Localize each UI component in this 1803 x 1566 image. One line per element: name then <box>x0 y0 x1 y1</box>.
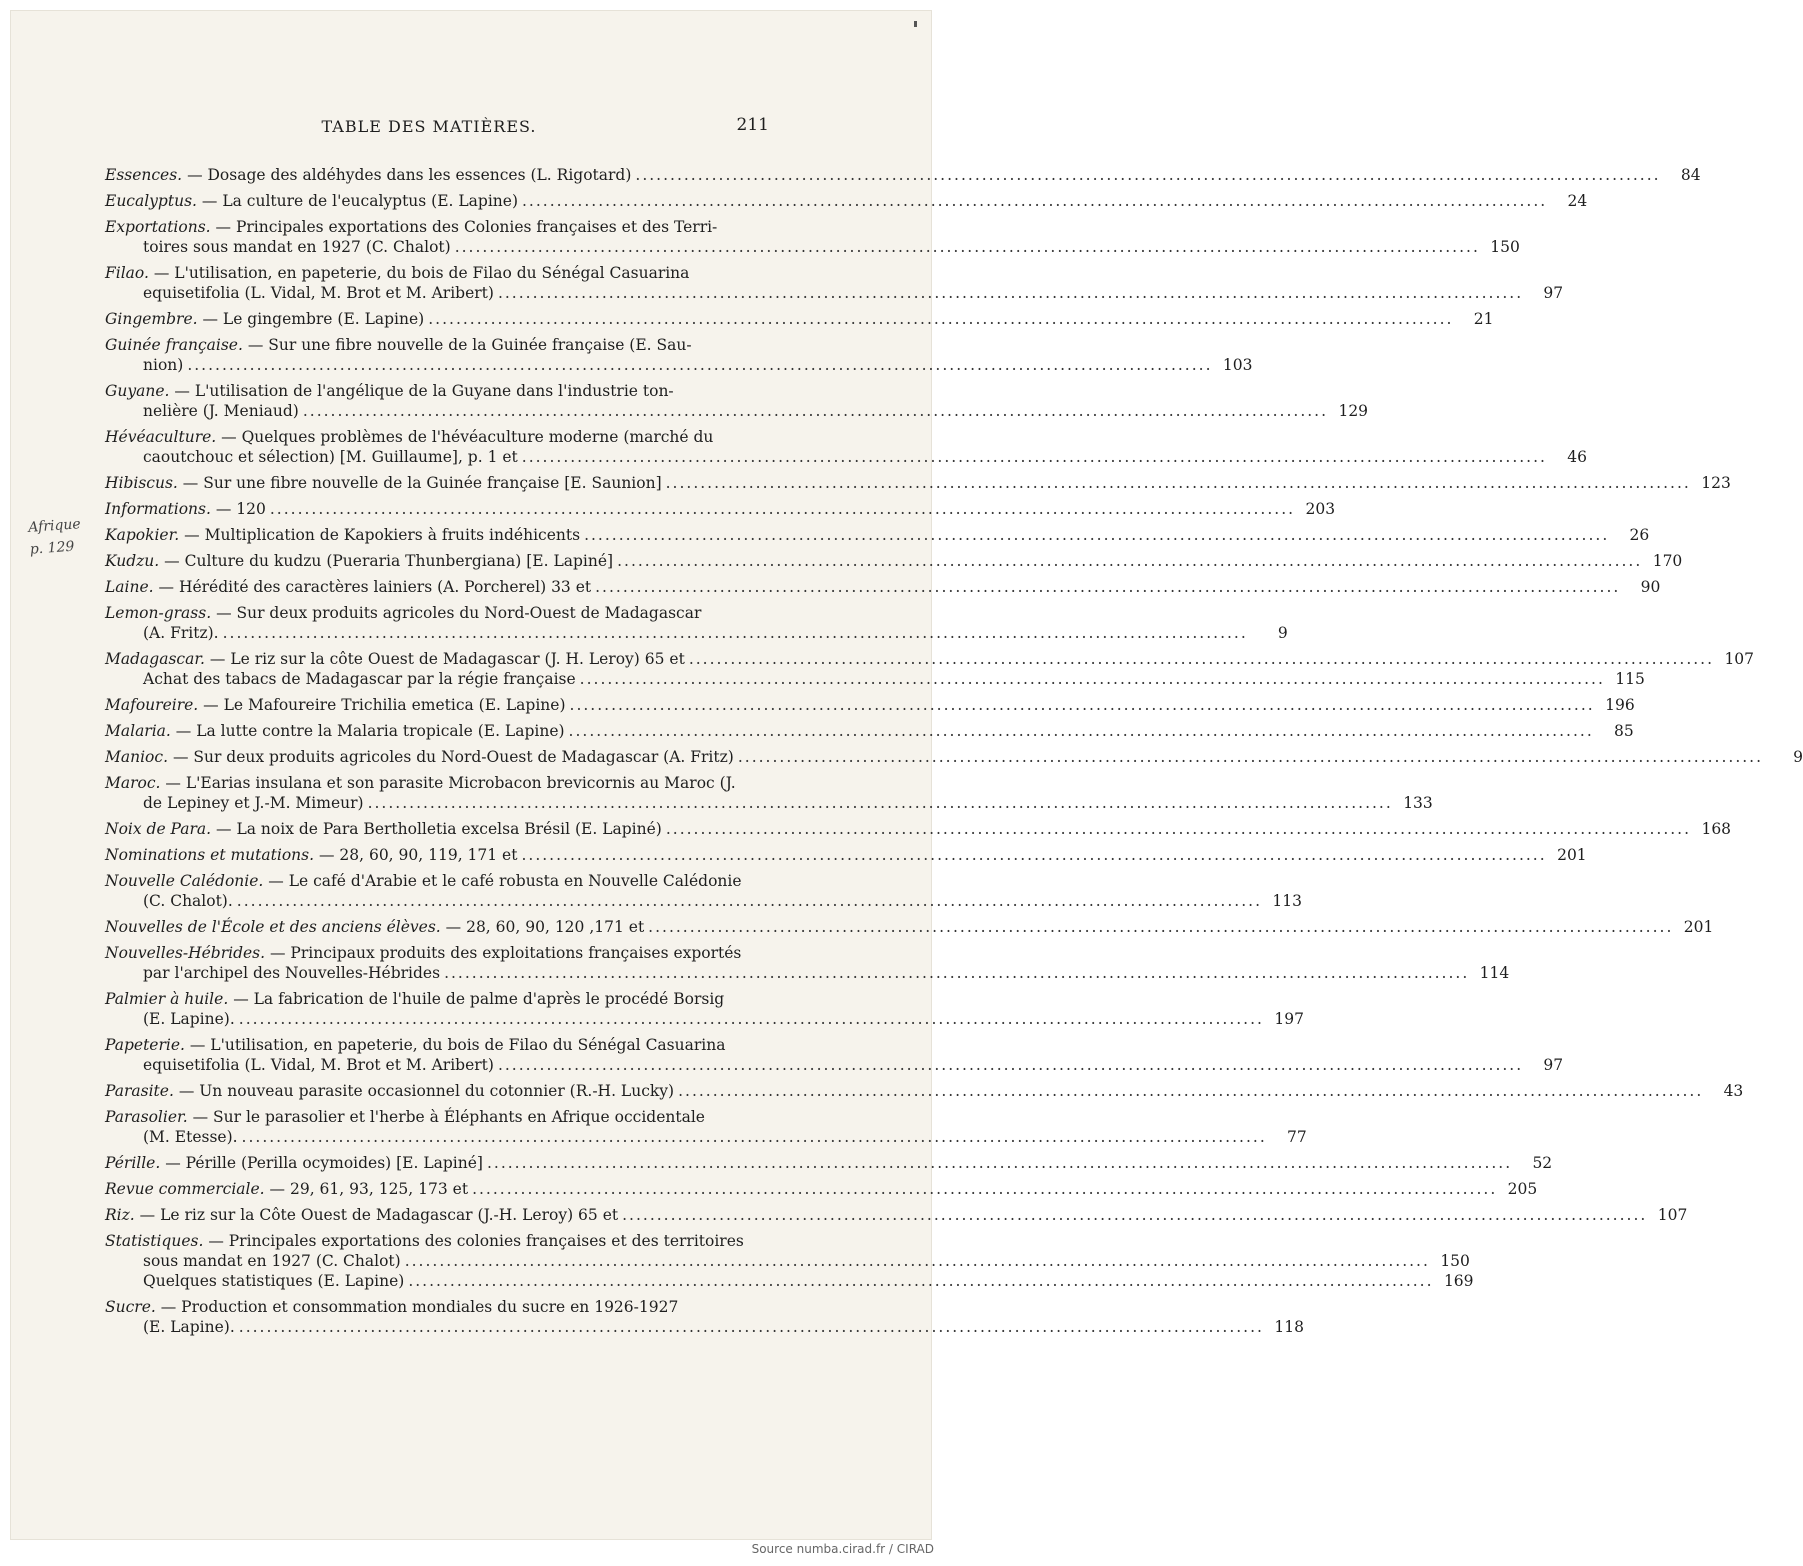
toc-description: nelière (J. Meniaud) <box>143 402 299 420</box>
toc-page-number: 46 <box>1567 448 1587 466</box>
toc-description: nion) <box>143 356 184 374</box>
dot-leader <box>666 473 1691 493</box>
toc-page-number: 24 <box>1567 192 1588 210</box>
toc-description: — Quelques problèmes de l'hévéaculture moderne (marché du <box>221 428 714 446</box>
toc-page-number: 118 <box>1274 1318 1304 1336</box>
toc-line-text <box>105 695 566 715</box>
toc-line <box>105 669 1645 689</box>
toc-keyword: Mafoureire. <box>105 696 199 714</box>
toc-page-number: 203 <box>1305 500 1336 518</box>
toc-entry <box>105 819 1732 839</box>
toc-line-text <box>105 943 741 963</box>
toc-line <box>105 989 763 1009</box>
toc-line <box>105 623 1288 643</box>
dot-leader <box>498 283 1523 303</box>
toc-entry <box>105 845 1587 865</box>
toc-keyword: Exportations. <box>105 218 211 236</box>
toc-line <box>105 1231 763 1251</box>
dot-leader <box>617 551 1642 571</box>
toc-line-text <box>105 603 701 623</box>
toc-description: — Sur une fibre nouvelle de la Guinée française [E. Saunion] <box>182 474 662 492</box>
toc-entry <box>105 1153 1553 1173</box>
toc-keyword: Palmier à huile. <box>105 990 229 1008</box>
toc-page-number: 150 <box>1440 1252 1470 1270</box>
toc-description: — Pérille (Perilla ocymoides) [E. Lapiné] <box>165 1154 483 1172</box>
toc-line-text <box>105 1231 744 1251</box>
toc-page-number: 150 <box>1490 238 1520 256</box>
toc-line-text <box>105 1205 618 1225</box>
toc-keyword: Parasite. <box>105 1082 174 1100</box>
page-sheet <box>10 10 1803 1540</box>
toc-description: equisetifolia (L. Vidal, M. Brot et M. Aribert) <box>143 1056 494 1074</box>
toc-description: — Dosage des aldéhydes dans les essences (L. Rigotard) <box>187 166 632 184</box>
page-number: 211 <box>736 115 769 135</box>
toc-description: — Culture du kudzu (Pueraria Thunbergiana) [E. Lapiné] <box>164 552 614 570</box>
toc-line-text <box>105 525 580 545</box>
toc-line-text <box>143 237 451 257</box>
toc-description: — Le café d'Arabie et le café robusta en Nouvelle Calédonie <box>268 872 742 890</box>
toc-entry <box>105 525 1650 545</box>
toc-line-text <box>105 263 689 283</box>
toc-entry <box>105 499 1336 519</box>
toc-keyword: Informations. <box>105 500 211 518</box>
toc-line-text <box>143 1251 401 1271</box>
toc-line-text <box>143 1055 494 1075</box>
dot-leader <box>738 747 1763 767</box>
table-of-contents <box>105 165 1803 1343</box>
toc-entry <box>105 1205 1688 1225</box>
toc-keyword: Hévéaculture. <box>105 428 217 446</box>
toc-line <box>105 695 1635 715</box>
toc-line <box>105 551 1683 571</box>
toc-line-text <box>105 1153 483 1173</box>
toc-line <box>105 525 1650 545</box>
toc-line <box>105 577 1661 597</box>
toc-description: — La noix de Para Bertholletia excelsa Brésil (E. Lapiné) <box>216 820 662 838</box>
toc-line-text <box>143 1127 238 1147</box>
toc-keyword: Pérille. <box>105 1154 161 1172</box>
toc-line-text <box>143 355 183 375</box>
dot-leader <box>569 721 1594 741</box>
toc-description: (A. Fritz). <box>143 624 219 642</box>
toc-keyword: Statistiques. <box>105 1232 204 1250</box>
dot-leader <box>595 577 1620 597</box>
toc-keyword: Laine. <box>105 578 154 596</box>
dot-leader <box>187 355 1212 375</box>
toc-line-text <box>143 963 440 983</box>
toc-page-number: 97 <box>1543 284 1564 302</box>
toc-page-number: 196 <box>1605 696 1635 714</box>
toc-line <box>105 1107 763 1127</box>
toc-description: (M. Etesse). <box>143 1128 238 1146</box>
toc-keyword: Sucre. <box>105 1298 156 1316</box>
toc-entry <box>105 427 1587 467</box>
toc-description: — La fabrication de l'huile de palme d'après le procédé Borsig <box>233 990 725 1008</box>
toc-line-text <box>105 819 662 839</box>
toc-line <box>105 309 1494 329</box>
toc-line <box>105 1297 763 1317</box>
toc-keyword: Riz. <box>105 1206 135 1224</box>
toc-line-text <box>143 401 299 421</box>
toc-entry <box>105 263 1564 303</box>
toc-line-text <box>105 1179 468 1199</box>
dot-leader <box>580 669 1605 689</box>
toc-page-number: 107 <box>1657 1206 1688 1224</box>
toc-line <box>105 963 1510 983</box>
toc-page-number: 113 <box>1272 892 1302 910</box>
dot-leader <box>303 401 1328 421</box>
toc-entry <box>105 943 1510 983</box>
toc-description: — 28, 60, 90, 119, 171 et <box>318 846 518 864</box>
toc-description: — Sur une fibre nouvelle de la Guinée française (E. Sau- <box>247 336 692 354</box>
toc-description: (E. Lapine). <box>143 1318 235 1336</box>
toc-keyword: Revue commerciale. <box>105 1180 265 1198</box>
toc-line <box>105 165 1701 185</box>
toc-description: — 29, 61, 93, 125, 173 et <box>269 1180 469 1198</box>
toc-description: — Production et consommation mondiales du sucre en 1926-1927 <box>160 1298 679 1316</box>
toc-page-number: 201 <box>1557 846 1587 864</box>
toc-line-text <box>105 577 591 597</box>
toc-keyword: Nouvelles-Hébrides. <box>105 944 266 962</box>
toc-keyword: Noix de Para. <box>105 820 212 838</box>
toc-description: — Multiplication de Kapokiers à fruits indéhicents <box>184 526 581 544</box>
toc-line-text <box>143 623 219 643</box>
toc-keyword: Gingembre. <box>105 310 198 328</box>
toc-line-text <box>143 793 364 813</box>
toc-line <box>105 871 763 891</box>
dot-leader <box>570 695 1595 715</box>
toc-entry <box>105 191 1588 211</box>
toc-description: toires sous mandat en 1927 (C. Chalot) <box>143 238 451 256</box>
toc-description: equisetifolia (L. Vidal, M. Brot et M. Aribert) <box>143 284 494 302</box>
toc-line <box>105 747 1803 767</box>
dot-leader <box>472 1179 1497 1199</box>
toc-line <box>105 773 763 793</box>
toc-description: — Le riz sur la côte Ouest de Madagascar (J. H. Leroy) 65 et <box>209 650 685 668</box>
toc-line-text <box>105 721 565 741</box>
toc-line <box>105 427 763 447</box>
toc-description: sous mandat en 1927 (C. Chalot) <box>143 1252 401 1270</box>
toc-description: — Principales exportations des Colonies françaises et des Terri- <box>215 218 718 236</box>
toc-line-text <box>105 165 631 185</box>
toc-line <box>105 217 763 237</box>
toc-description: — Un nouveau parasite occasionnel du cotonnier (R.-H. Lucky) <box>178 1082 675 1100</box>
toc-line-text <box>143 447 518 467</box>
toc-page-number: 107 <box>1724 650 1755 668</box>
toc-page-number: 85 <box>1614 722 1634 740</box>
toc-line <box>105 263 763 283</box>
toc-line <box>105 355 1253 375</box>
toc-keyword: Kapokier. <box>105 526 180 544</box>
toc-line-text <box>105 871 742 891</box>
toc-line-text <box>105 917 644 937</box>
toc-keyword: Nominations et mutations. <box>105 846 315 864</box>
toc-entry <box>105 747 1803 767</box>
dot-leader <box>622 1205 1647 1225</box>
toc-description: par l'archipel des Nouvelles-Hébrides <box>143 964 441 982</box>
toc-entry <box>105 335 1253 375</box>
toc-line <box>105 191 1588 211</box>
dot-leader <box>239 1317 1264 1337</box>
toc-entry <box>105 871 1302 911</box>
toc-line-text <box>105 473 662 493</box>
toc-entry <box>105 917 1714 937</box>
toc-page-number: 169 <box>1443 1272 1474 1290</box>
toc-line-text <box>143 1317 235 1337</box>
toc-entry <box>105 989 1304 1029</box>
toc-line <box>105 917 1714 937</box>
corner-mark <box>914 21 917 27</box>
toc-entry <box>105 1297 1304 1337</box>
toc-keyword: Nouvelles de l'École et des anciens élèves. <box>105 918 441 936</box>
toc-line <box>105 603 763 623</box>
toc-line <box>105 401 1369 421</box>
toc-entry <box>105 1081 1744 1101</box>
dot-leader <box>405 1251 1430 1271</box>
toc-keyword: Eucalyptus. <box>105 192 197 210</box>
toc-page-number: 84 <box>1680 166 1701 184</box>
toc-entry <box>105 165 1701 185</box>
toc-description: de Lepiney et J.-M. Mimeur) <box>143 794 364 812</box>
toc-keyword: Madagascar. <box>105 650 205 668</box>
toc-line-text <box>143 283 494 303</box>
dot-leader <box>635 165 1660 185</box>
toc-line <box>105 943 763 963</box>
dot-leader <box>242 1127 1267 1147</box>
toc-description: — L'Earias insulana et son parasite Microbacon brevicornis au Maroc (J. <box>165 774 736 792</box>
toc-line <box>105 1153 1553 1173</box>
toc-page-number: 115 <box>1615 670 1645 688</box>
toc-description: — Le gingembre (E. Lapine) <box>202 310 425 328</box>
toc-description: — Hérédité des caractères lainiers (A. Porcherel) 33 et <box>158 578 592 596</box>
toc-line <box>105 1035 763 1055</box>
toc-page-number: 90 <box>1640 578 1661 596</box>
toc-keyword: Lemon-grass. <box>105 604 212 622</box>
toc-description: Quelques statistiques (E. Lapine) <box>143 1272 405 1290</box>
toc-entry <box>105 603 1288 643</box>
dot-leader <box>368 793 1393 813</box>
toc-description: — Sur deux produits agricoles du Nord-Ouest de Madagascar (A. Fritz) <box>172 748 734 766</box>
margin-note-line: p. 129 <box>29 538 75 558</box>
toc-description: caoutchouc et sélection) [M. Guillaume], p. 1 et <box>143 448 518 466</box>
toc-line <box>105 335 763 355</box>
toc-line <box>105 381 763 401</box>
dot-leader <box>521 845 1546 865</box>
toc-keyword: Kudzu. <box>105 552 160 570</box>
dot-leader <box>239 1009 1264 1029</box>
dot-leader <box>223 623 1248 643</box>
toc-entry <box>105 381 1369 421</box>
toc-line-text <box>105 845 517 865</box>
toc-description: — 120 <box>215 500 266 518</box>
toc-entry <box>105 217 1520 257</box>
toc-line-text <box>105 989 724 1009</box>
toc-line-text <box>105 747 734 767</box>
toc-page-number: 114 <box>1479 964 1510 982</box>
toc-description: — Le riz sur la Côte Ouest de Madagascar (J.-H. Leroy) 65 et <box>139 1206 619 1224</box>
toc-page-number: 197 <box>1274 1010 1304 1028</box>
toc-line <box>105 845 1587 865</box>
toc-line <box>105 1251 1470 1271</box>
toc-line-text <box>143 1271 404 1291</box>
toc-description: — 28, 60, 90, 120 ,171 et <box>445 918 645 936</box>
dot-leader <box>666 819 1691 839</box>
dot-leader <box>455 237 1480 257</box>
page-header <box>89 117 769 145</box>
toc-line <box>105 237 1520 257</box>
toc-description: — L'utilisation, en papeterie, du bois de Filao du Sénégal Casuarina <box>189 1036 726 1054</box>
toc-keyword: Nouvelle Calédonie. <box>105 872 264 890</box>
toc-line-text <box>105 217 717 237</box>
toc-line-text <box>105 427 713 447</box>
toc-description: — La lutte contre la Malaria tropicale (E. Lapine) <box>175 722 565 740</box>
dot-leader <box>522 191 1547 211</box>
toc-line-text <box>105 381 674 401</box>
toc-line <box>105 819 1732 839</box>
toc-entry <box>105 695 1635 715</box>
handwritten-margin-note <box>28 513 83 561</box>
toc-line <box>105 283 1564 303</box>
toc-line-text <box>105 335 692 355</box>
toc-entry <box>105 649 1755 689</box>
dot-leader <box>487 1153 1512 1173</box>
dot-leader <box>689 649 1714 669</box>
dot-leader <box>678 1081 1703 1101</box>
toc-line-text <box>105 309 424 329</box>
dot-leader <box>648 917 1673 937</box>
dot-leader <box>444 963 1469 983</box>
toc-entry <box>105 1179 1538 1199</box>
toc-entry <box>105 551 1683 571</box>
toc-line <box>105 1205 1688 1225</box>
toc-page-number: 205 <box>1507 1180 1538 1198</box>
toc-description: — L'utilisation, en papeterie, du bois de Filao du Sénégal Casuarina <box>153 264 690 282</box>
toc-keyword: Parasolier. <box>105 1108 188 1126</box>
toc-page-number: 21 <box>1473 310 1494 328</box>
toc-entry <box>105 1107 1307 1147</box>
dot-leader <box>584 525 1609 545</box>
toc-description: Achat des tabacs de Madagascar par la régie française <box>143 670 576 688</box>
dot-leader <box>270 499 1295 519</box>
toc-line <box>105 1081 1744 1101</box>
toc-line <box>105 793 1433 813</box>
toc-line <box>105 1127 1307 1147</box>
toc-keyword: Hibiscus. <box>105 474 178 492</box>
toc-keyword: Manioc. <box>105 748 168 766</box>
toc-description: (C. Chalot). <box>143 892 233 910</box>
toc-description: — La culture de l'eucalyptus (E. Lapine) <box>201 192 518 210</box>
dot-leader <box>498 1055 1523 1075</box>
toc-keyword: Essences. <box>105 166 183 184</box>
toc-page-number: 129 <box>1338 402 1369 420</box>
toc-page-number: 201 <box>1683 918 1714 936</box>
page-title: TABLE DES MATIÈRES. <box>321 117 537 136</box>
toc-line-text <box>143 1009 235 1029</box>
toc-page-number: 52 <box>1532 1154 1553 1172</box>
toc-line-text <box>105 1297 678 1317</box>
toc-line-text <box>105 649 685 669</box>
toc-entry <box>105 577 1661 597</box>
toc-line <box>105 1271 1474 1291</box>
toc-line <box>105 499 1336 519</box>
toc-description: — Sur deux produits agricoles du Nord-Ouest de Madagascar <box>216 604 702 622</box>
toc-line <box>105 721 1634 741</box>
toc-line-text <box>105 499 266 519</box>
toc-page-number: 103 <box>1222 356 1253 374</box>
toc-description: — Principaux produits des exploitations françaises exportés <box>269 944 742 962</box>
toc-line-text <box>143 891 233 911</box>
toc-line <box>105 1179 1538 1199</box>
toc-line-text <box>105 551 613 571</box>
toc-page-number: 170 <box>1652 552 1683 570</box>
toc-line <box>105 649 1755 669</box>
toc-line-text <box>143 669 576 689</box>
margin-note-line: Afrique <box>27 516 82 536</box>
toc-page-number: 123 <box>1701 474 1731 492</box>
toc-page-number: 9 <box>1277 624 1288 642</box>
toc-line-text <box>105 773 736 793</box>
dot-leader <box>428 309 1453 329</box>
toc-page-number: 168 <box>1701 820 1732 838</box>
toc-description: — Le Mafoureire Trichilia emetica (E. Lapine) <box>203 696 566 714</box>
toc-keyword: Guinée française. <box>105 336 243 354</box>
toc-line <box>105 1009 1304 1029</box>
toc-entry <box>105 773 1433 813</box>
toc-keyword: Malaria. <box>105 722 171 740</box>
toc-description: (E. Lapine). <box>143 1010 235 1028</box>
dot-leader <box>522 447 1547 467</box>
toc-line-text <box>105 1081 674 1101</box>
toc-line <box>105 1055 1564 1075</box>
toc-page-number: 9 <box>1793 748 1803 766</box>
toc-line-text <box>105 191 518 211</box>
dot-leader <box>237 891 1262 911</box>
toc-line-text <box>105 1035 725 1055</box>
dot-leader <box>408 1271 1433 1291</box>
toc-entry <box>105 473 1731 493</box>
toc-line <box>105 891 1302 911</box>
toc-entry <box>105 721 1634 741</box>
toc-keyword: Filao. <box>105 264 149 282</box>
toc-line <box>105 473 1731 493</box>
toc-line <box>105 1317 1304 1337</box>
toc-line <box>105 447 1587 467</box>
toc-description: — Sur le parasolier et l'herbe à Éléphants en Afrique occidentale <box>192 1108 705 1126</box>
toc-description: — Principales exportations des colonies françaises et des territoires <box>208 1232 744 1250</box>
toc-description: — L'utilisation de l'angélique de la Guyane dans l'industrie ton- <box>174 382 674 400</box>
source-caption: Source numba.cirad.fr / CIRAD <box>751 1542 934 1556</box>
toc-page-number: 77 <box>1287 1128 1307 1146</box>
toc-page-number: 43 <box>1723 1082 1744 1100</box>
toc-page-number: 97 <box>1543 1056 1564 1074</box>
toc-keyword: Papeterie. <box>105 1036 185 1054</box>
toc-line-text <box>105 1107 705 1127</box>
toc-entry <box>105 1035 1564 1075</box>
toc-keyword: Guyane. <box>105 382 170 400</box>
toc-entry <box>105 309 1494 329</box>
toc-keyword: Maroc. <box>105 774 161 792</box>
toc-page-number: 26 <box>1629 526 1650 544</box>
toc-entry <box>105 1231 1474 1291</box>
toc-page-number: 133 <box>1403 794 1433 812</box>
